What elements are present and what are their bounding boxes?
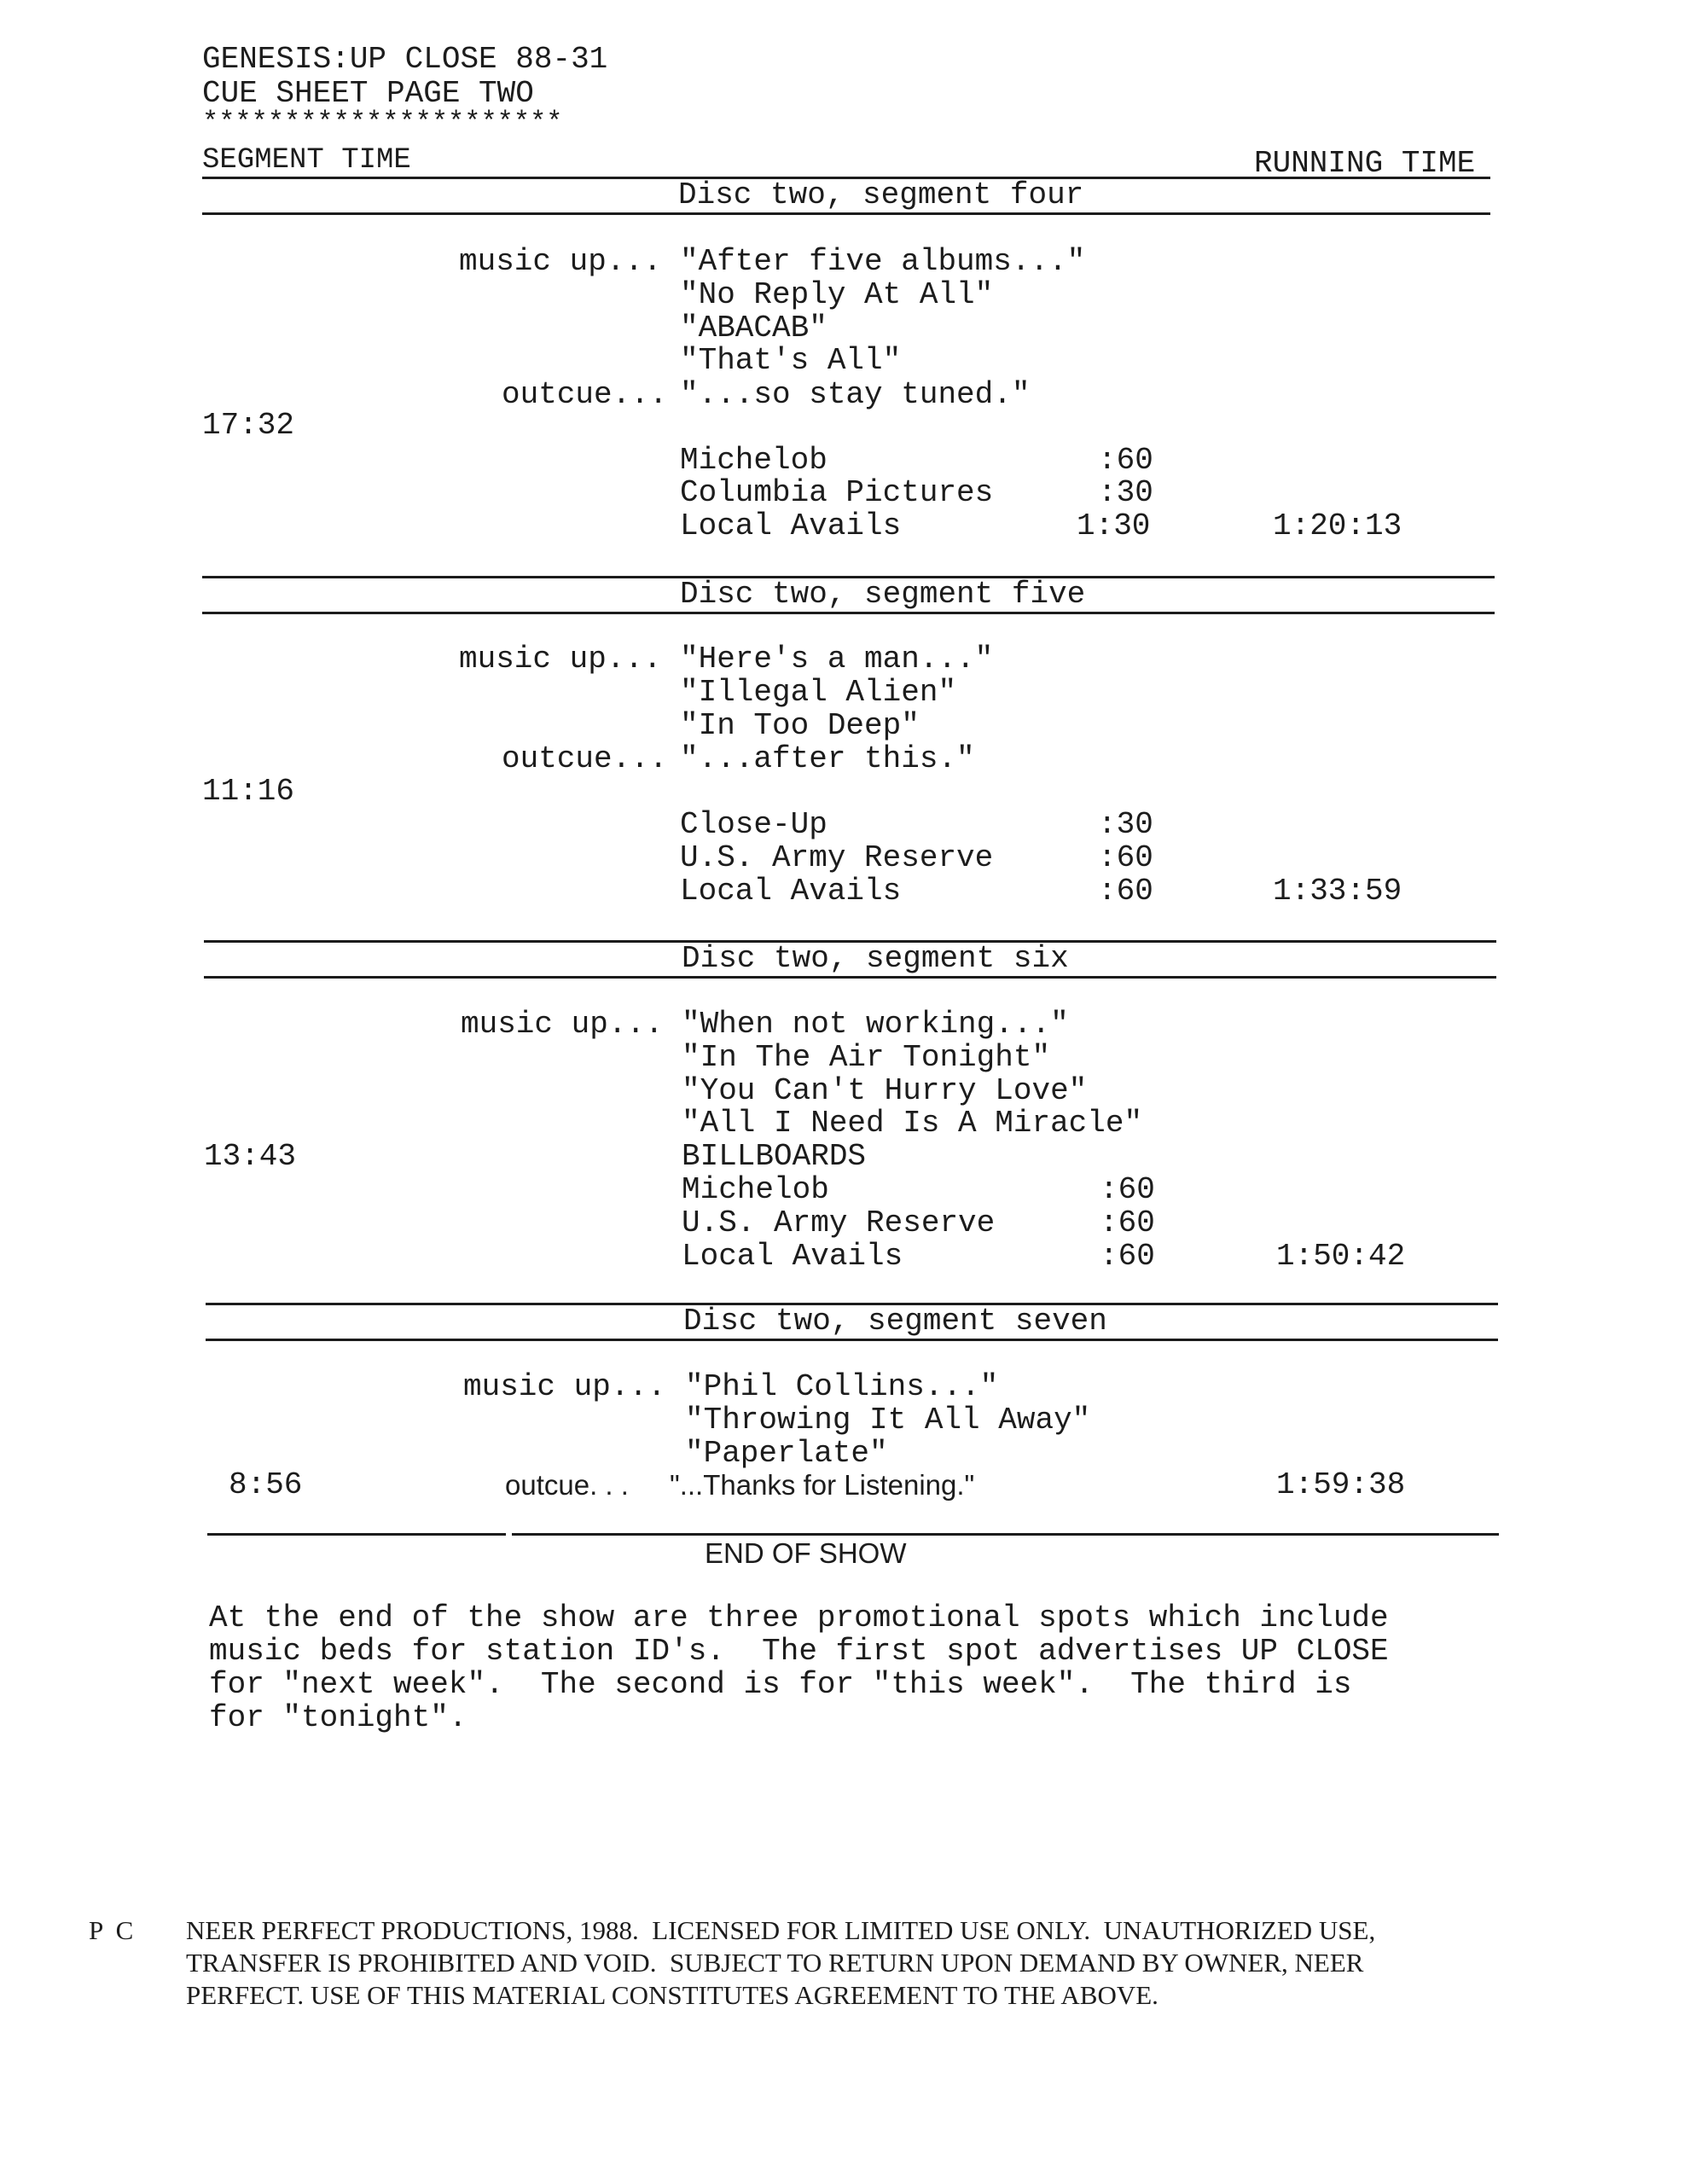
outcue-text: "...so stay tuned.": [680, 377, 1031, 412]
end-rule-left: [207, 1533, 506, 1536]
end-rule-right: [512, 1533, 1499, 1536]
segment-rule: [202, 212, 1490, 215]
running-time: 1:50:42: [1276, 1239, 1406, 1274]
song-title: "That's All": [680, 343, 902, 378]
music-up-cue: "Phil Collins...": [685, 1369, 999, 1404]
spot-name: Michelob: [682, 1172, 829, 1207]
running-time: 1:33:59: [1273, 874, 1402, 909]
music-up-label: music up...: [463, 1369, 666, 1404]
page-subtitle: CUE SHEET PAGE TWO: [202, 76, 534, 111]
billboards-label: BILLBOARDS: [682, 1139, 867, 1174]
spot-length: :60: [1100, 1172, 1155, 1207]
star-divider: **********************: [202, 107, 563, 138]
song-title: "In Too Deep": [680, 708, 920, 743]
segment-time: 11:16: [202, 774, 295, 809]
spot-name: Local Avails: [680, 508, 902, 543]
segment-title: Disc two, segment five: [680, 577, 1086, 612]
end-of-show: END OF SHOW: [705, 1537, 907, 1569]
outcue-label: outcue...: [502, 377, 668, 412]
segment-time: 13:43: [204, 1139, 297, 1174]
music-up-cue: "After five albums...": [680, 244, 1086, 279]
music-up-label: music up...: [459, 642, 662, 677]
promo-paragraph-line: for "tonight".: [209, 1700, 467, 1735]
music-up-label: music up...: [461, 1007, 664, 1042]
music-up-cue: "Here's a man...": [680, 642, 994, 677]
copyright-line: PERFECT. USE OF THIS MATERIAL CONSTITUTES AGREEMENT TO THE ABOVE.: [186, 1980, 1158, 2010]
song-title: "ABACAB": [680, 311, 827, 346]
music-up-cue: "When not working...": [682, 1007, 1069, 1042]
spot-length: :60: [1098, 874, 1153, 909]
segment-rule: [204, 976, 1496, 979]
music-up-label: music up...: [459, 244, 662, 279]
song-title: "You Can't Hurry Love": [682, 1073, 1088, 1108]
song-title: "All I Need Is A Miracle": [682, 1106, 1143, 1141]
outcue-text: "...Thanks for Listening.": [670, 1469, 975, 1501]
segment-time-header: SEGMENT TIME: [202, 144, 411, 177]
spot-name: Close-Up: [680, 807, 827, 842]
song-title: "In The Air Tonight": [682, 1040, 1051, 1075]
segment-rule: [206, 1339, 1498, 1341]
outcue-text: "...after this.": [680, 741, 975, 776]
song-title: "Illegal Alien": [680, 675, 957, 710]
spot-name: Columbia Pictures: [680, 475, 994, 510]
song-title: "Throwing It All Away": [685, 1403, 1091, 1438]
segment-title: Disc two, segment seven: [683, 1304, 1107, 1339]
song-title: "No Reply At All": [680, 277, 994, 312]
spot-length: :60: [1100, 1239, 1155, 1274]
running-time: 1:59:38: [1276, 1467, 1406, 1502]
spot-name: U.S. Army Reserve: [680, 840, 994, 875]
spot-length: :60: [1098, 443, 1153, 478]
spot-name: Michelob: [680, 443, 827, 478]
running-time-header: RUNNING TIME: [1254, 146, 1476, 181]
spot-length: :30: [1098, 807, 1153, 842]
promo-paragraph-line: music beds for station ID's. The first spot advertises UP CLOSE: [209, 1634, 1389, 1669]
spot-length: :60: [1100, 1205, 1155, 1240]
copyright-line: NEER PERFECT PRODUCTIONS, 1988. LICENSED FOR LIMITED USE ONLY. UNAUTHORIZED USE,: [186, 1915, 1376, 1945]
segment-time: 8:56: [229, 1467, 303, 1502]
segment-title: Disc two, segment four: [678, 177, 1084, 212]
spot-name: U.S. Army Reserve: [682, 1205, 996, 1240]
outcue-label: outcue. . .: [505, 1469, 629, 1501]
spot-name: Local Avails: [680, 874, 902, 909]
segment-title: Disc two, segment six: [682, 941, 1069, 976]
copyright-line: TRANSFER IS PROHIBITED AND VOID. SUBJECT TO RETURN UPON DEMAND BY OWNER, NEER: [186, 1948, 1364, 1978]
copyright-mark: P C: [89, 1915, 134, 1945]
promo-paragraph-line: for "next week". The second is for "this week". The third is: [209, 1667, 1352, 1702]
segment-rule: [202, 612, 1495, 614]
running-time: 1:20:13: [1273, 508, 1402, 543]
song-title: "Paperlate": [685, 1436, 888, 1471]
segment-time: 17:32: [202, 408, 295, 443]
spot-length: :30: [1098, 475, 1153, 510]
show-title: GENESIS:UP CLOSE 88-31: [202, 42, 608, 77]
outcue-label: outcue...: [502, 741, 668, 776]
spot-length: 1:30: [1077, 508, 1151, 543]
promo-paragraph-line: At the end of the show are three promotional spots which include: [209, 1600, 1389, 1635]
spot-length: :60: [1098, 840, 1153, 875]
spot-name: Local Avails: [682, 1239, 903, 1274]
